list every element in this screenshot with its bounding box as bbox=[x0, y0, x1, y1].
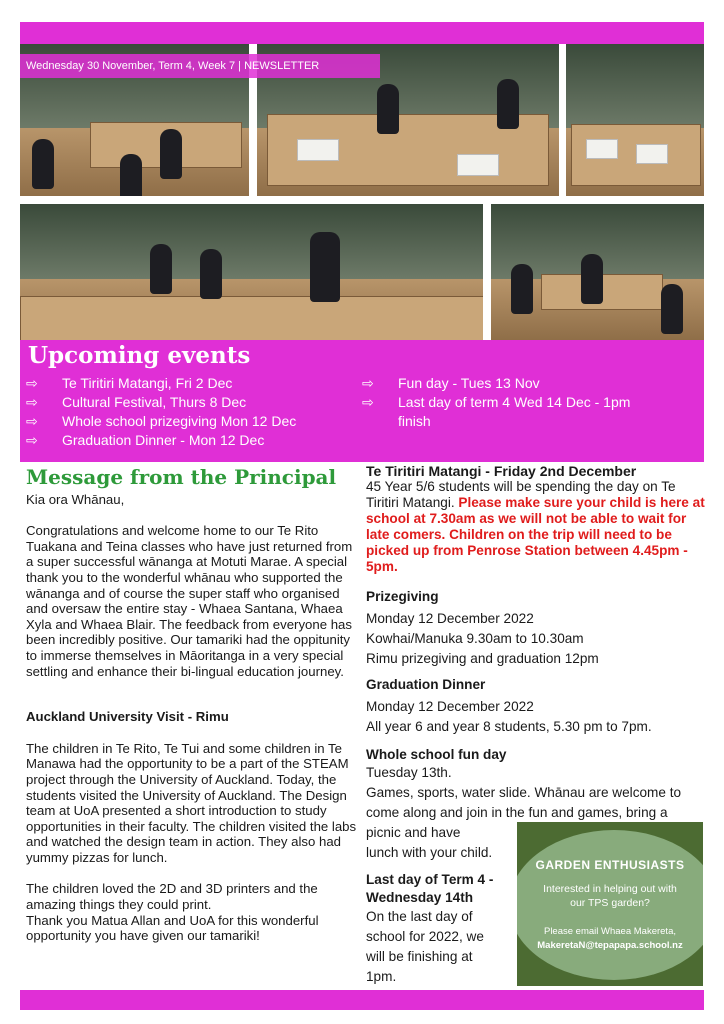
arrow-right-icon: ⇨ bbox=[362, 394, 374, 410]
arrow-right-icon: ⇨ bbox=[26, 413, 38, 429]
funday-heading: Whole school fun day bbox=[366, 747, 507, 762]
graduation-line: All year 6 and year 8 students, 5.30 pm to 7pm. bbox=[366, 719, 652, 734]
auckland-visit-heading: Auckland University Visit - Rimu bbox=[26, 709, 229, 725]
prizegiving-heading: Prizegiving bbox=[366, 589, 439, 604]
funday-date: Tuesday 13th. bbox=[366, 765, 452, 780]
garden-email-prompt: Please email Whaea Makereta, bbox=[543, 926, 676, 937]
garden-title: GARDEN ENTHUSIASTS bbox=[535, 858, 685, 872]
events-right-list bbox=[362, 374, 630, 431]
lastday-body: On the last day of school for 2022, we will be finishing at 1pm. bbox=[366, 909, 484, 984]
top-banner-bar bbox=[20, 22, 704, 44]
auckland-visit-body: The children in Te Rito, Te Tui and some children in Te Manawa had the opportunity to be a part of the STEAM project through the University of Auckland. Today, the students visited the University of Auckland. The Design team at UoA presented a short introduction to study opportunities in their faculty. The children visited the labs and watched the design team in action. They also had yummy pizzas for lunch. bbox=[26, 740, 357, 865]
tiritiri-heading: Te Tiritiri Matangi - Friday 2nd December bbox=[366, 463, 637, 479]
garden-question: Interested in helping out with our TPS garden? bbox=[543, 883, 677, 909]
event-item: ⇨ Last day of term 4 Wed 14 Dec - 1pm bbox=[362, 394, 631, 410]
arrow-right-icon: ⇨ bbox=[26, 375, 38, 391]
event-item-continued: finish bbox=[398, 413, 431, 429]
event-item: ⇨ Whole school prizegiving Mon 12 Dec bbox=[26, 413, 297, 429]
principal-message: Congratulations and welcome home to our Te Rito Tuakana and Teina classes who have just returned from a super successful wānanga at Motuti Marae. A special thank you to the wonderful whānau who supported the wānanga and of course the super staff who organised and oversaw the entire stay - Whaea Santana, Whaea Xyla and Whaea Blair. The feedback from everyone has been incredibly positive. Our tamariki had the oppitunity to immerse themselves in Māoritanga in a very special settling and enhance their bi-lingual education journey. bbox=[26, 523, 353, 679]
event-item: ⇨ Graduation Dinner - Mon 12 Dec bbox=[26, 432, 265, 448]
left-column bbox=[26, 465, 360, 944]
lastday-heading: Last day of Term 4 - Wednesday 14th bbox=[366, 872, 494, 905]
event-item: ⇨ Te Tiritiri Matangi, Fri 2 Dec bbox=[26, 375, 233, 391]
graduation-heading: Graduation Dinner bbox=[366, 677, 486, 692]
event-item: ⇨ Fun day - Tues 13 Nov bbox=[362, 375, 540, 391]
event-item: ⇨ Cultural Festival, Thurs 8 Dec bbox=[26, 394, 247, 410]
arrow-right-icon: ⇨ bbox=[362, 375, 374, 391]
newsletter-date-bar: Wednesday 30 November, Term 4, Week 7 | NEWSLETTER bbox=[20, 54, 380, 78]
auckland-visit-printers: The children loved the 2D and 3D printers and the amazing things they could print. bbox=[26, 881, 318, 913]
principal-heading: Message from the Principal bbox=[26, 465, 337, 489]
tiritiri-notice: 45 Year 5/6 students will be spending the day on Te Tiritiri Matangi. Please make sure your child is here at school at 7.30am as we will not be able to wait for late comers. Children on the trip will need to be picked up from Penrose Station between 4.45pm - 5pm. bbox=[366, 479, 705, 574]
prizegiving-line: Monday 12 December 2022 bbox=[366, 611, 534, 626]
photo-students-at-tables bbox=[491, 204, 704, 340]
principal-greeting: Kia ora Whānau, bbox=[26, 491, 125, 507]
upcoming-events-panel bbox=[20, 340, 704, 462]
garden-enthusiasts-poster bbox=[517, 822, 703, 986]
funday-details: Games, sports, water slide. Whānau are welcome to come along and join in the fun and games, bring a picnic and have bbox=[366, 785, 682, 840]
arrow-right-icon: ⇨ bbox=[26, 432, 38, 448]
tiritiri-warning: Please make sure your child is here at school at 7.30am as we will not be able to wait for late comers. Children on the trip will need to be picked up from Penrose Station between 4.45pm - 5pm. bbox=[366, 495, 705, 574]
prizegiving-line: Kowhai/Manuka 9.30am to 10.30am bbox=[366, 631, 584, 646]
auckland-visit-thanks: Thank you Matua Allan and UoA for this wonderful opportunity you have given our tamariki! bbox=[26, 912, 319, 944]
photo-student-presenting bbox=[20, 204, 483, 340]
arrow-right-icon: ⇨ bbox=[26, 394, 38, 410]
photo-display-models bbox=[566, 44, 704, 196]
upcoming-events-title: Upcoming events bbox=[28, 342, 251, 369]
prizegiving-line: Rimu prizegiving and graduation 12pm bbox=[366, 651, 599, 666]
bottom-banner-bar bbox=[20, 990, 704, 1010]
graduation-line: Monday 12 December 2022 bbox=[366, 699, 534, 714]
garden-email[interactable]: MakeretaN@tepapapa.school.nz bbox=[537, 940, 683, 951]
events-left-list bbox=[26, 374, 296, 450]
funday-lunch: lunch with your child. bbox=[366, 845, 493, 860]
